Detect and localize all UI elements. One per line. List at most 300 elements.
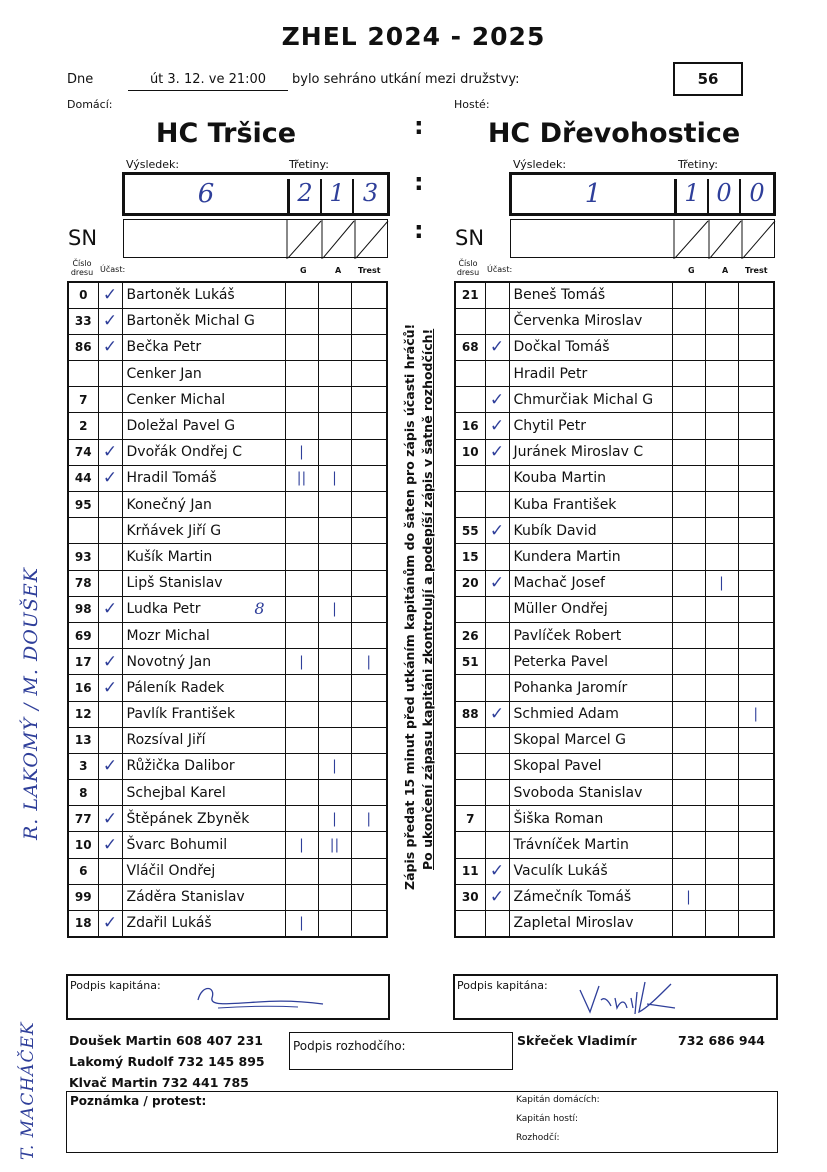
away-col-present: Účast:	[487, 265, 513, 274]
away-player-row	[455, 465, 774, 491]
home-result-label: Výsledek:	[126, 158, 180, 171]
away-player-row	[455, 570, 774, 596]
player-number	[455, 753, 485, 779]
away-period-1: 1	[677, 179, 709, 213]
referee-sign-label: Podpis rozhodčího:	[293, 1039, 406, 1053]
player-name: Páleník Radek	[122, 675, 285, 701]
penalty-cell	[738, 806, 774, 832]
date-label: Dne	[67, 72, 94, 87]
contact-1: Doušek Martin 608 407 231	[69, 1033, 263, 1048]
home-captain-sign-box	[66, 974, 390, 1020]
attendance-check: ✓	[485, 701, 509, 727]
page-title: ZHEL 2024 - 2025	[281, 22, 546, 51]
attendance-check: ✓	[98, 806, 122, 832]
goals-cell	[672, 308, 705, 334]
attendance-check: ✓	[485, 858, 509, 884]
away-player-row	[455, 675, 774, 701]
penalty-cell	[351, 439, 387, 465]
player-name: Růžička Dalibor	[122, 753, 285, 779]
home-sn-slashes	[124, 220, 389, 259]
goals-cell	[285, 413, 318, 439]
goals-cell	[672, 387, 705, 413]
home-col-penalty: Trest	[358, 266, 381, 275]
attendance-check: ✓	[485, 334, 509, 360]
penalty-cell	[738, 413, 774, 439]
player-number	[455, 780, 485, 806]
player-name: Vláčil Ondřej	[122, 858, 285, 884]
home-score: 6	[125, 179, 290, 213]
player-number: 17	[68, 649, 98, 675]
away-player-row	[455, 806, 774, 832]
penalty-cell	[738, 832, 774, 858]
goals-cell	[672, 675, 705, 701]
assists-cell	[318, 858, 351, 884]
player-number: 99	[68, 884, 98, 910]
away-team-name: HC Dřevohostice	[487, 118, 741, 149]
goals-cell	[672, 701, 705, 727]
assists-cell	[705, 282, 738, 308]
assists-cell: |	[318, 753, 351, 779]
penalty-cell	[351, 387, 387, 413]
penalty-cell	[351, 675, 387, 701]
penalty-cell	[738, 361, 774, 387]
attendance-check	[485, 753, 509, 779]
goals-cell	[285, 334, 318, 360]
assists-cell	[705, 622, 738, 648]
away-player-row	[455, 334, 774, 360]
player-name: Dvořák Ondřej C	[122, 439, 285, 465]
attendance-check: ✓	[98, 596, 122, 622]
home-player-row	[68, 701, 387, 727]
player-number: 93	[68, 544, 98, 570]
penalty-cell	[738, 675, 774, 701]
player-number	[455, 596, 485, 622]
home-player-row	[68, 413, 387, 439]
goals-cell	[285, 858, 318, 884]
attendance-check	[98, 622, 122, 648]
penalty-cell	[738, 282, 774, 308]
player-number: 6	[68, 858, 98, 884]
goals-cell	[285, 518, 318, 544]
attendance-check	[485, 727, 509, 753]
penalty-cell: |	[351, 649, 387, 675]
home-sn-label: SN	[68, 226, 98, 250]
attendance-check	[485, 492, 509, 518]
attendance-check: ✓	[485, 570, 509, 596]
team-separator: :	[414, 112, 424, 140]
penalty-cell	[351, 334, 387, 360]
player-number: 55	[455, 518, 485, 544]
goals-cell	[672, 361, 705, 387]
penalty-cell	[351, 361, 387, 387]
attendance-check: ✓	[98, 439, 122, 465]
assists-cell	[318, 884, 351, 910]
away-col-number: Číslo dresu	[456, 259, 480, 277]
player-name: Zapletal Miroslav	[509, 911, 672, 937]
assists-cell	[318, 413, 351, 439]
penalty-cell	[738, 727, 774, 753]
goals-cell	[672, 753, 705, 779]
assists-cell	[318, 649, 351, 675]
attendance-check: ✓	[485, 387, 509, 413]
away-player-row	[455, 858, 774, 884]
goals-cell	[672, 518, 705, 544]
player-name: Kubík David	[509, 518, 672, 544]
penalty-cell	[351, 832, 387, 858]
away-sn-slashes	[511, 220, 776, 259]
player-number: 68	[455, 334, 485, 360]
home-player-row	[68, 492, 387, 518]
assists-cell	[318, 701, 351, 727]
player-number: 77	[68, 806, 98, 832]
player-name: Skopal Marcel G	[509, 727, 672, 753]
goals-cell	[672, 570, 705, 596]
goals-cell	[285, 701, 318, 727]
home-player-row	[68, 465, 387, 491]
match-number: 56	[673, 62, 743, 96]
assists-cell	[318, 780, 351, 806]
home-player-row	[68, 727, 387, 753]
attendance-check	[98, 413, 122, 439]
player-number: 98	[68, 596, 98, 622]
contact-right-phone: 732 686 944	[678, 1033, 765, 1048]
attendance-check	[98, 701, 122, 727]
away-captain-sign-box	[453, 974, 778, 1020]
attendance-check	[485, 465, 509, 491]
goals-cell	[285, 570, 318, 596]
goals-cell	[285, 806, 318, 832]
penalty-cell	[351, 884, 387, 910]
goals-cell	[672, 413, 705, 439]
assists-cell	[318, 361, 351, 387]
penalty-cell: |	[351, 806, 387, 832]
margin-referees: R. LAKOMÝ / M. DOUŠEK	[20, 567, 42, 840]
penalty-cell	[351, 413, 387, 439]
note-label: Poznámka / protest:	[70, 1094, 207, 1108]
away-player-row	[455, 727, 774, 753]
player-number	[455, 832, 485, 858]
player-number: 26	[455, 622, 485, 648]
attendance-check	[485, 649, 509, 675]
contact-2: Lakomý Rudolf 732 145 895	[69, 1054, 265, 1069]
assists-cell	[705, 544, 738, 570]
goals-cell	[285, 753, 318, 779]
player-name: Pavlíček Robert	[509, 622, 672, 648]
home-period-2: 1	[322, 179, 354, 213]
penalty-cell	[738, 544, 774, 570]
player-name: Krňávek Jiří G	[122, 518, 285, 544]
player-number: 33	[68, 308, 98, 334]
player-name: Červenka Miroslav	[509, 308, 672, 334]
penalty-cell	[738, 884, 774, 910]
assists-cell	[705, 911, 738, 937]
goals-cell	[285, 675, 318, 701]
attendance-check	[485, 780, 509, 806]
player-number	[455, 911, 485, 937]
player-number: 86	[68, 334, 98, 360]
penalty-cell	[738, 649, 774, 675]
home-player-row	[68, 884, 387, 910]
attendance-check	[485, 622, 509, 648]
assists-cell	[705, 806, 738, 832]
penalty-cell	[351, 622, 387, 648]
player-name: Beneš Tomáš	[509, 282, 672, 308]
player-name: Kundera Martin	[509, 544, 672, 570]
player-number: 10	[68, 832, 98, 858]
contact-3: Klvač Martin 732 441 785	[69, 1075, 249, 1090]
penalty-cell	[738, 492, 774, 518]
goals-cell	[285, 492, 318, 518]
home-captain-label: Kapitán domácích:	[516, 1095, 600, 1105]
away-player-row	[455, 622, 774, 648]
penalty-cell	[738, 387, 774, 413]
player-number: 16	[68, 675, 98, 701]
home-score-box	[122, 172, 390, 216]
attendance-check: ✓	[98, 753, 122, 779]
player-name: Bartoněk Lukáš	[122, 282, 285, 308]
penalty-cell	[351, 282, 387, 308]
player-number	[455, 308, 485, 334]
away-captain-signature	[575, 978, 685, 1018]
away-label: Hosté:	[454, 98, 490, 111]
away-period-3: 0	[749, 179, 765, 207]
home-player-row	[68, 649, 387, 675]
player-name: Bečka Petr	[122, 334, 285, 360]
player-number	[68, 518, 98, 544]
player-number: 18	[68, 911, 98, 937]
away-period-2: 0	[709, 179, 741, 213]
player-name: Štěpánek Zbyněk	[122, 806, 285, 832]
assists-cell: ||	[318, 832, 351, 858]
player-name: Pohanka Jaromír	[509, 675, 672, 701]
home-label: Domácí:	[67, 98, 113, 111]
away-player-row	[455, 911, 774, 937]
assists-cell	[318, 911, 351, 937]
goals-cell: |	[672, 884, 705, 910]
penalty-cell	[738, 911, 774, 937]
away-col-penalty: Trest	[745, 266, 768, 275]
assists-cell	[705, 518, 738, 544]
assists-cell	[318, 622, 351, 648]
player-name: Müller Ondřej	[509, 596, 672, 622]
attendance-check	[485, 308, 509, 334]
assists-cell	[705, 675, 738, 701]
contact-right-name: Skřeček Vladimír	[517, 1033, 637, 1048]
goals-cell: |	[285, 832, 318, 858]
goals-cell	[672, 780, 705, 806]
away-player-row	[455, 753, 774, 779]
penalty-cell	[351, 544, 387, 570]
penalty-cell	[351, 465, 387, 491]
penalty-cell	[351, 596, 387, 622]
goals-cell	[285, 387, 318, 413]
assists-cell	[705, 753, 738, 779]
penalty-cell	[351, 308, 387, 334]
goals-cell	[672, 649, 705, 675]
attendance-check	[98, 518, 122, 544]
penalty-cell	[351, 518, 387, 544]
goals-cell	[672, 465, 705, 491]
player-name: Lipš Stanislav	[122, 570, 285, 596]
note-box	[66, 1091, 778, 1153]
attendance-check	[98, 884, 122, 910]
player-name: Chytil Petr	[509, 413, 672, 439]
player-number	[455, 675, 485, 701]
assists-cell	[705, 701, 738, 727]
home-player-row	[68, 753, 387, 779]
attendance-check	[98, 858, 122, 884]
player-name: Dočkal Tomáš	[509, 334, 672, 360]
penalty-cell	[738, 439, 774, 465]
goals-cell	[285, 727, 318, 753]
player-number: 51	[455, 649, 485, 675]
home-player-row	[68, 596, 387, 622]
home-sn-box	[123, 219, 388, 258]
player-name: Pavlík František	[122, 701, 285, 727]
player-number: 88	[455, 701, 485, 727]
penalty-cell	[351, 701, 387, 727]
goals-cell	[285, 780, 318, 806]
penalty-cell	[738, 858, 774, 884]
player-number: 69	[68, 622, 98, 648]
player-name: Cenker Michal	[122, 387, 285, 413]
home-player-row	[68, 439, 387, 465]
home-player-row	[68, 806, 387, 832]
sn-separator: :	[414, 216, 424, 244]
player-name: Novotný Jan	[122, 649, 285, 675]
goals-cell	[672, 806, 705, 832]
attendance-check: ✓	[98, 911, 122, 937]
home-col-number: Číslo dresu	[70, 259, 94, 277]
player-number	[455, 492, 485, 518]
player-number	[455, 387, 485, 413]
referee-label: Rozhodčí:	[516, 1133, 560, 1143]
player-name: Kušík Martin	[122, 544, 285, 570]
player-number: 95	[68, 492, 98, 518]
attendance-check	[485, 911, 509, 937]
attendance-check: ✓	[98, 465, 122, 491]
home-player-row	[68, 518, 387, 544]
home-col-g: G	[300, 266, 307, 275]
date-value: út 3. 12. ve 21:00	[128, 72, 288, 91]
penalty-cell	[351, 858, 387, 884]
assists-cell: |	[705, 570, 738, 596]
goals-cell	[285, 596, 318, 622]
away-sn-label: SN	[455, 226, 485, 250]
attendance-check	[98, 780, 122, 806]
penalty-cell	[738, 308, 774, 334]
player-name: Kouba Martin	[509, 465, 672, 491]
contacts-list	[69, 1030, 265, 1093]
goals-cell	[285, 308, 318, 334]
attendance-check	[485, 675, 509, 701]
player-name: Chmurčiak Michal G	[509, 387, 672, 413]
away-player-row	[455, 780, 774, 806]
goals-cell	[285, 361, 318, 387]
assists-cell: |	[318, 465, 351, 491]
home-player-row	[68, 282, 387, 308]
attendance-check: ✓	[98, 282, 122, 308]
player-name: Šiška Roman	[509, 806, 672, 832]
player-number	[455, 465, 485, 491]
away-player-row	[455, 544, 774, 570]
penalty-cell	[738, 753, 774, 779]
player-number: 44	[68, 465, 98, 491]
away-player-row	[455, 413, 774, 439]
goals-cell	[672, 439, 705, 465]
assists-cell	[318, 544, 351, 570]
player-name: Ludka Petr 8	[122, 596, 285, 622]
assists-cell	[705, 492, 738, 518]
home-player-row	[68, 675, 387, 701]
player-number	[455, 727, 485, 753]
played-text: bylo sehráno utkání mezi družstvy:	[292, 72, 520, 87]
home-player-row	[68, 308, 387, 334]
away-player-row	[455, 596, 774, 622]
home-player-row	[68, 361, 387, 387]
home-player-row	[68, 832, 387, 858]
player-name: Konečný Jan	[122, 492, 285, 518]
player-number: 20	[455, 570, 485, 596]
home-player-row	[68, 570, 387, 596]
player-number: 7	[455, 806, 485, 832]
assists-cell	[705, 596, 738, 622]
away-captain-label: Kapitán hostí:	[516, 1114, 579, 1124]
player-number: 7	[68, 387, 98, 413]
assists-cell	[705, 727, 738, 753]
assists-cell	[705, 884, 738, 910]
goals-cell	[672, 596, 705, 622]
penalty-cell	[351, 727, 387, 753]
home-player-row	[68, 780, 387, 806]
player-name: Hradil Tomáš	[122, 465, 285, 491]
assists-cell	[318, 570, 351, 596]
penalty-cell	[738, 334, 774, 360]
away-result-label: Výsledek:	[513, 158, 567, 171]
player-name: Juránek Miroslav C	[509, 439, 672, 465]
attendance-check	[485, 361, 509, 387]
goals-cell	[672, 727, 705, 753]
player-number: 78	[68, 570, 98, 596]
assists-cell	[705, 465, 738, 491]
player-name: Peterka Pavel	[509, 649, 672, 675]
away-player-row	[455, 492, 774, 518]
home-player-row	[68, 858, 387, 884]
assists-cell	[705, 780, 738, 806]
assists-cell	[705, 387, 738, 413]
player-number: 30	[455, 884, 485, 910]
player-number: 16	[455, 413, 485, 439]
player-name: Schejbal Karel	[122, 780, 285, 806]
away-player-row	[455, 387, 774, 413]
away-player-row	[455, 884, 774, 910]
instruction-line-2: Po ukončení zápasu kapitáni zkontrolují a podepíší zápis v šatně rozhodčích!	[420, 328, 435, 870]
penalty-cell	[351, 911, 387, 937]
away-roster-table	[454, 281, 775, 938]
attendance-check	[98, 570, 122, 596]
goals-cell	[672, 858, 705, 884]
goals-cell: |	[285, 439, 318, 465]
referee-sign-box	[289, 1032, 513, 1070]
attendance-check: ✓	[485, 518, 509, 544]
player-name: Svoboda Stanislav	[509, 780, 672, 806]
penalty-cell	[738, 518, 774, 544]
attendance-check	[485, 544, 509, 570]
attendance-check: ✓	[98, 649, 122, 675]
attendance-check	[98, 544, 122, 570]
assists-cell	[705, 413, 738, 439]
goals-cell	[672, 492, 705, 518]
